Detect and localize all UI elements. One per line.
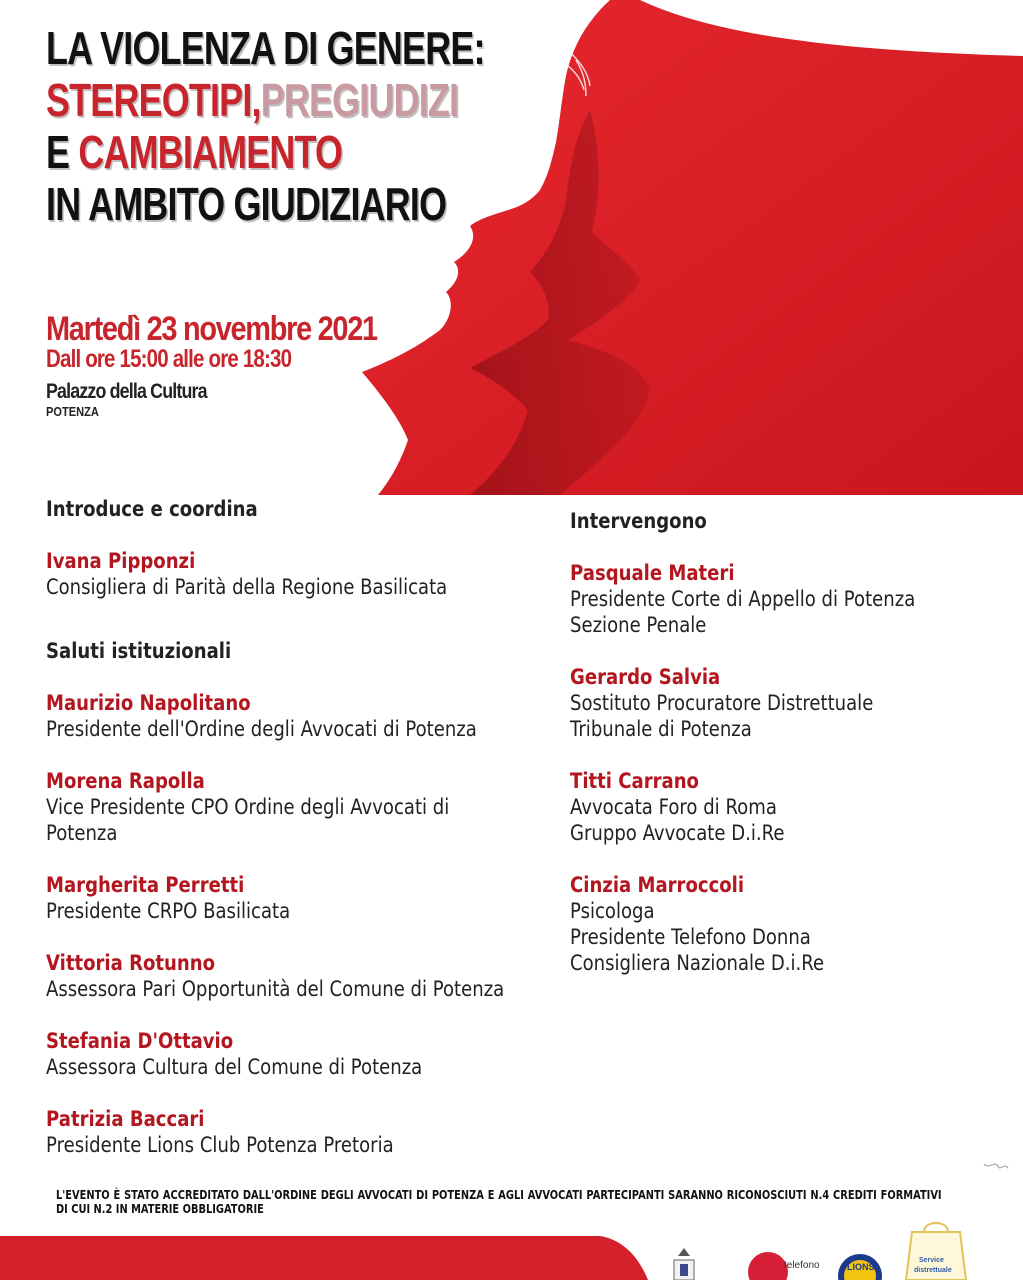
right-column — [570, 508, 915, 976]
signature-mark — [984, 1164, 1008, 1168]
speaker-role: Psicologa — [570, 899, 655, 923]
speaker-name: Maurizio Napolitano — [46, 691, 251, 715]
speaker-name: Morena Rapolla — [46, 769, 205, 793]
speaker-role: Presidente CRPO Basilicata — [46, 899, 291, 923]
speaker-role: Tribunale di Potenza — [570, 717, 752, 741]
intro-name: Ivana Pipponzi — [46, 549, 196, 573]
speaker-role: Presidente Telefono Donna — [570, 925, 811, 949]
speaker-role: Assessora Pari Opportunità del Comune di Potenza — [46, 977, 505, 1001]
credits-note: L'EVENTO È STATO ACCREDITATO DALL'ORDINE DEGLI AVVOCATI DI POTENZA E AGLI AVVOCATI PARTECIPANTI SARANNO RICONOSCIUTI N.4 CREDITI FORMATIVI DI CUI N.2 IN MATERIE OBBLIGATORIE — [56, 1188, 942, 1216]
speaker-name: Stefania D'Ottavio — [46, 1029, 234, 1053]
svg-text:LIONS: LIONS — [847, 1262, 875, 1272]
event-city: POTENZA — [46, 404, 99, 419]
event-date: Martedì 23 novembre 2021 — [46, 310, 377, 348]
svg-text:distrettuale: distrettuale — [914, 1267, 952, 1274]
intro-heading: Introduce e coordina — [46, 497, 258, 521]
title-line-1: LA VIOLENZA DI GENERE: — [46, 22, 485, 74]
logo-telefono-donna — [748, 1252, 820, 1280]
speaker-name: Margherita Perretti — [46, 873, 245, 897]
title-line-3: E CAMBIAMENTO — [46, 126, 343, 178]
svg-text:Service: Service — [919, 1257, 944, 1264]
speaker-role: Presidente dell'Ordine degli Avvocati di Potenza — [46, 717, 477, 741]
speaker-role: Consigliera Nazionale D.i.Re — [570, 951, 825, 975]
speaker-role: Potenza — [46, 821, 118, 845]
speaker-role: Vice Presidente CPO Ordine degli Avvocati di — [46, 795, 450, 819]
speaker-role: Avvocata Foro di Roma — [570, 795, 777, 819]
logo-service-distrettuale — [906, 1223, 966, 1280]
logo-lions — [838, 1254, 882, 1280]
speaker-role: Presidente Lions Club Potenza Pretoria — [46, 1133, 394, 1157]
logo-comune — [674, 1248, 694, 1280]
title-line-2: STEREOTIPI,PREGIUDIZI — [46, 74, 459, 126]
saluti-heading: Saluti istituzionali — [46, 639, 232, 663]
speaker-name: Vittoria Rotunno — [46, 951, 216, 975]
speaker-name: Gerardo Salvia — [570, 665, 721, 689]
event-time: Dall ore 15:00 alle ore 18:30 — [46, 345, 292, 373]
speaker-name: Titti Carrano — [570, 769, 699, 793]
telefono-logo-text: telefono — [784, 1260, 820, 1271]
speaker-name: Cinzia Marroccoli — [570, 873, 745, 897]
event-venue: Palazzo della Cultura — [46, 380, 207, 403]
left-column — [46, 496, 504, 1158]
speaker-role: Presidente Corte di Appello di Potenza — [570, 587, 916, 611]
poster-title — [46, 22, 485, 230]
intervengono-heading: Intervengono — [570, 509, 707, 533]
speaker-role: Sezione Penale — [570, 613, 707, 637]
speaker-name: Pasquale Materi — [570, 561, 735, 585]
speaker-name: Patrizia Baccari — [46, 1107, 205, 1131]
intro-role: Consigliera di Parità della Regione Basilicata — [46, 575, 448, 599]
speaker-role: Assessora Cultura del Comune di Potenza — [46, 1055, 423, 1079]
speaker-role: Sostituto Procuratore Distrettuale — [570, 691, 874, 715]
bottom-red-band — [0, 1236, 648, 1280]
speaker-role: Gruppo Avvocate D.i.Re — [570, 821, 785, 845]
title-line-4: IN AMBITO GIUDIZIARIO — [46, 178, 447, 230]
